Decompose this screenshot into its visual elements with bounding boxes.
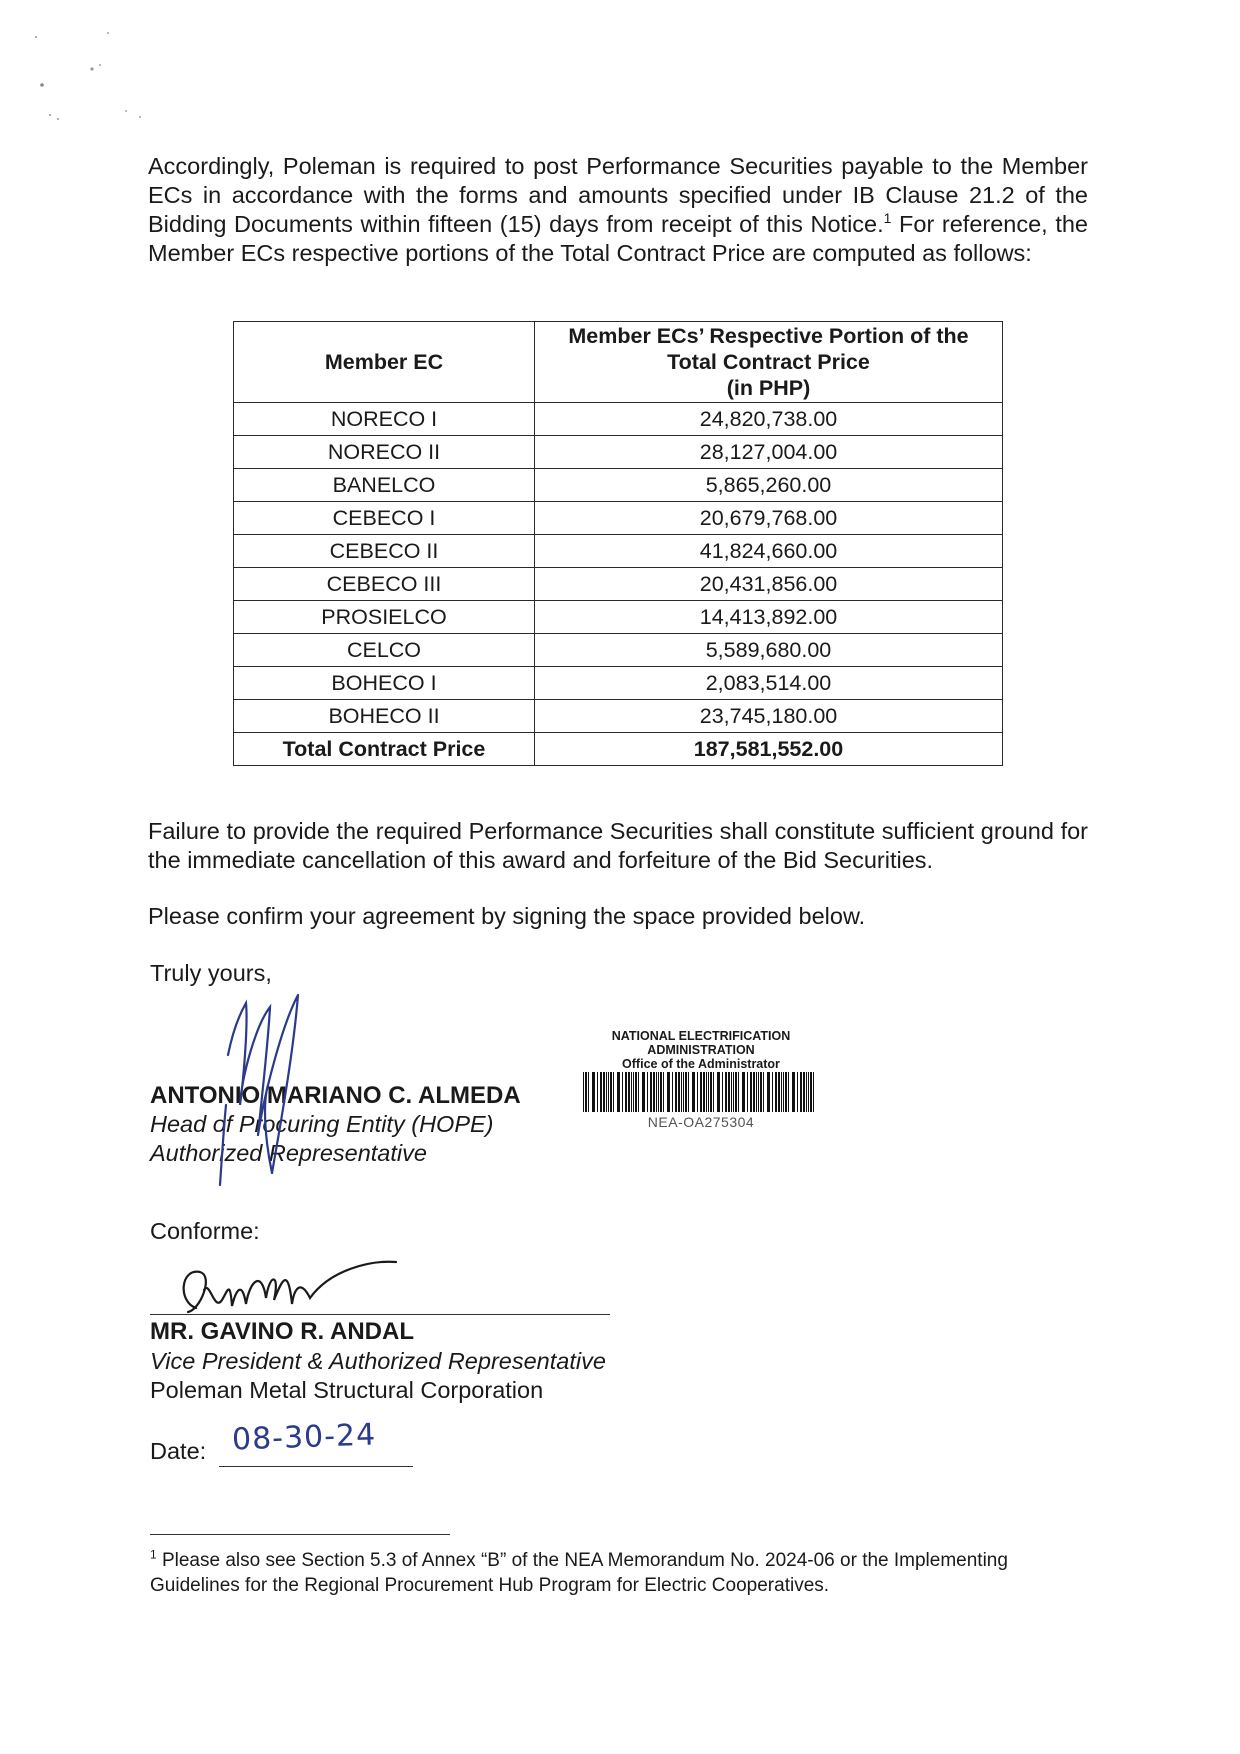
- barcode-bar: [778, 1072, 780, 1112]
- barcode-bar: [583, 1072, 584, 1112]
- barcode-bar: [725, 1072, 727, 1112]
- barcode-bar: [710, 1072, 712, 1112]
- barcode-bar: [708, 1072, 709, 1112]
- barcode-bar: [683, 1072, 684, 1112]
- barcode: [581, 1072, 821, 1112]
- barcode-bar: [735, 1072, 737, 1112]
- table-row: [234, 634, 1003, 667]
- conforme-title: Vice President & Authorized Representative: [150, 1348, 606, 1374]
- member-ec-cell: NORECO II: [234, 436, 535, 469]
- barcode-bar: [610, 1072, 612, 1112]
- barcode-bar: [585, 1072, 587, 1112]
- table-header-portion: Member ECs’ Respective Portion of the Total Contract Price (in PHP): [535, 322, 1003, 403]
- barcode-bar: [728, 1072, 730, 1112]
- barcode-bar: [675, 1072, 677, 1112]
- barcode-bar: [808, 1072, 809, 1112]
- amount-cell: 24,820,738.00: [535, 403, 1003, 436]
- date-line: [219, 1466, 413, 1467]
- stamp-line-3: Office of the Administrator: [622, 1057, 780, 1071]
- signatory-title: Head of Procuring Entity (HOPE): [150, 1111, 494, 1137]
- stamp-line-2: ADMINISTRATION: [647, 1043, 755, 1057]
- conforme-signature-line: [150, 1314, 610, 1315]
- paragraph-performance-securities: Accordingly, Poleman is required to post Performance Securities payable to the Member ECs in accordance with the forms and amounts specified under IB Clause 21.2 of the Bidding Documents within fifteen (15) days from receipt of this Notice.$^1$ For reference, the Member ECs respective portions of the Total Contract Price are computed as follows:: [148, 153, 1088, 266]
- date-handwritten: 08-30-24: [231, 1417, 377, 1458]
- barcode-bar: [750, 1072, 752, 1112]
- member-ec-cell: BOHECO I: [234, 667, 535, 700]
- barcode-bar: [681, 1072, 682, 1112]
- barcode-bar: [697, 1072, 698, 1112]
- table-row: [234, 535, 1003, 568]
- barcode-bar: [813, 1072, 814, 1112]
- barcode-bar: [783, 1072, 784, 1112]
- total-amount: 187,581,552.00: [535, 733, 1003, 766]
- table-row: [234, 700, 1003, 733]
- barcode-bar: [688, 1072, 689, 1112]
- barcode-bar: [650, 1072, 652, 1112]
- barcode-bar: [717, 1072, 720, 1112]
- barcode-bar: [597, 1072, 598, 1112]
- nea-receiving-stamp: [574, 1029, 828, 1130]
- barcode-bar: [642, 1072, 645, 1112]
- amount-cell: 20,679,768.00: [535, 502, 1003, 535]
- stamp-line-1: NATIONAL ELECTRIFICATION: [611, 1029, 791, 1043]
- barcode-bar: [758, 1072, 759, 1112]
- barcode-bar: [628, 1072, 630, 1112]
- barcode-bar: [647, 1072, 648, 1112]
- barcode-bar: [608, 1072, 609, 1112]
- barcode-bar: [797, 1072, 798, 1112]
- closing-salutation: Truly yours,: [150, 960, 272, 986]
- barcode-bar: [600, 1072, 602, 1112]
- barcode-bar: [622, 1072, 623, 1112]
- barcode-bar: [685, 1072, 687, 1112]
- table-header-member-ec: Member EC: [234, 322, 535, 403]
- barcode-bar: [631, 1072, 632, 1112]
- barcode-bar: [667, 1072, 670, 1112]
- barcode-bar: [760, 1072, 762, 1112]
- amount-cell: 14,413,892.00: [535, 601, 1003, 634]
- conforme-label: Conforme:: [150, 1218, 260, 1244]
- table-row: [234, 667, 1003, 700]
- barcode-bar: [722, 1072, 723, 1112]
- member-ec-cell: NORECO I: [234, 403, 535, 436]
- member-ec-table: [233, 321, 1003, 766]
- barcode-bar: [763, 1072, 764, 1112]
- member-ec-cell: BANELCO: [234, 469, 535, 502]
- barcode-bar: [733, 1072, 734, 1112]
- barcode-bar: [692, 1072, 695, 1112]
- barcode-bar: [800, 1072, 802, 1112]
- conforme-name: MR. GAVINO R. ANDAL: [150, 1318, 414, 1345]
- signatory-role: Authorized Representative: [150, 1140, 427, 1166]
- footnote-number: 1: [150, 1547, 157, 1562]
- barcode-bar: [747, 1072, 748, 1112]
- barcode-bar: [772, 1072, 773, 1112]
- barcode-bar: [613, 1072, 614, 1112]
- scan-specks: [30, 25, 160, 135]
- barcode-bar: [703, 1072, 705, 1112]
- amount-cell: 41,824,660.00: [535, 535, 1003, 568]
- table-row: [234, 568, 1003, 601]
- signatory-name: ANTONIO MARIANO C. ALMEDA: [150, 1082, 521, 1109]
- barcode-bar: [660, 1072, 662, 1112]
- barcode-bar: [678, 1072, 680, 1112]
- member-ec-cell: CEBECO II: [234, 535, 535, 568]
- barcode-bar: [653, 1072, 655, 1112]
- barcode-bar: [785, 1072, 787, 1112]
- total-label: Total Contract Price: [234, 733, 535, 766]
- member-ec-cell: CEBECO I: [234, 502, 535, 535]
- barcode-bar: [767, 1072, 770, 1112]
- amount-cell: 5,589,680.00: [535, 634, 1003, 667]
- amount-cell: 2,083,514.00: [535, 667, 1003, 700]
- table-row: [234, 502, 1003, 535]
- barcode-bar: [700, 1072, 702, 1112]
- member-ec-cell: BOHECO II: [234, 700, 535, 733]
- barcode-bar: [713, 1072, 714, 1112]
- table-row: [234, 469, 1003, 502]
- barcode-bar: [625, 1072, 627, 1112]
- footnote-marker: 1: [883, 210, 892, 227]
- barcode-bar: [753, 1072, 755, 1112]
- barcode-bar: [638, 1072, 639, 1112]
- barcode-bar: [706, 1072, 707, 1112]
- barcode-bar: [663, 1072, 664, 1112]
- paragraph-failure-clause: Failure to provide the required Performance Securities shall constitute sufficient ground for the immediate cancellation of this award and forfeiture of the Bid Securities.: [148, 818, 1088, 873]
- barcode-bar: [658, 1072, 659, 1112]
- table-row: [234, 601, 1003, 634]
- conforme-company: Poleman Metal Structural Corporation: [150, 1377, 544, 1403]
- barcode-bar: [588, 1072, 589, 1112]
- amount-cell: 20,431,856.00: [535, 568, 1003, 601]
- amount-cell: 28,127,004.00: [535, 436, 1003, 469]
- table-total-row: [234, 733, 1003, 766]
- barcode-bar: [592, 1072, 595, 1112]
- footnote-text: Please also see Section 5.3 of Annex “B” of the NEA Memorandum No. 2024-06 or the Implementing Guidelines for the Regional Procurement Hub Program for Electric Cooperatives.: [150, 1550, 1008, 1596]
- barcode-bar: [606, 1072, 607, 1112]
- barcode-bar: [731, 1072, 732, 1112]
- paragraph-confirm-agreement: Please confirm your agreement by signing the space provided below.: [148, 903, 866, 929]
- barcode-bar: [617, 1072, 620, 1112]
- barcode-bar: [788, 1072, 789, 1112]
- barcode-bar: [672, 1072, 673, 1112]
- amount-cell: 5,865,260.00: [535, 469, 1003, 502]
- date-label: Date:: [150, 1438, 207, 1464]
- barcode-bar: [775, 1072, 777, 1112]
- barcode-bar: [756, 1072, 757, 1112]
- footnote-rule: [150, 1534, 450, 1535]
- stamp-code: NEA-OA275304: [647, 1114, 755, 1130]
- table-row: [234, 436, 1003, 469]
- barcode-bar: [810, 1072, 812, 1112]
- table-row: [234, 403, 1003, 436]
- member-ec-cell: CELCO: [234, 634, 535, 667]
- barcode-bar: [781, 1072, 782, 1112]
- member-ec-cell: CEBECO III: [234, 568, 535, 601]
- barcode-bar: [635, 1072, 637, 1112]
- member-ec-cell: PROSIELCO: [234, 601, 535, 634]
- barcode-bar: [792, 1072, 795, 1112]
- amount-cell: 23,745,180.00: [535, 700, 1003, 733]
- barcode-bar: [656, 1072, 657, 1112]
- hope-signature: [200, 985, 360, 1195]
- barcode-bar: [738, 1072, 739, 1112]
- barcode-bar: [803, 1072, 805, 1112]
- barcode-bar: [742, 1072, 745, 1112]
- barcode-bar: [603, 1072, 605, 1112]
- barcode-bar: [806, 1072, 807, 1112]
- barcode-bar: [633, 1072, 634, 1112]
- footnote: [150, 1548, 1100, 1598]
